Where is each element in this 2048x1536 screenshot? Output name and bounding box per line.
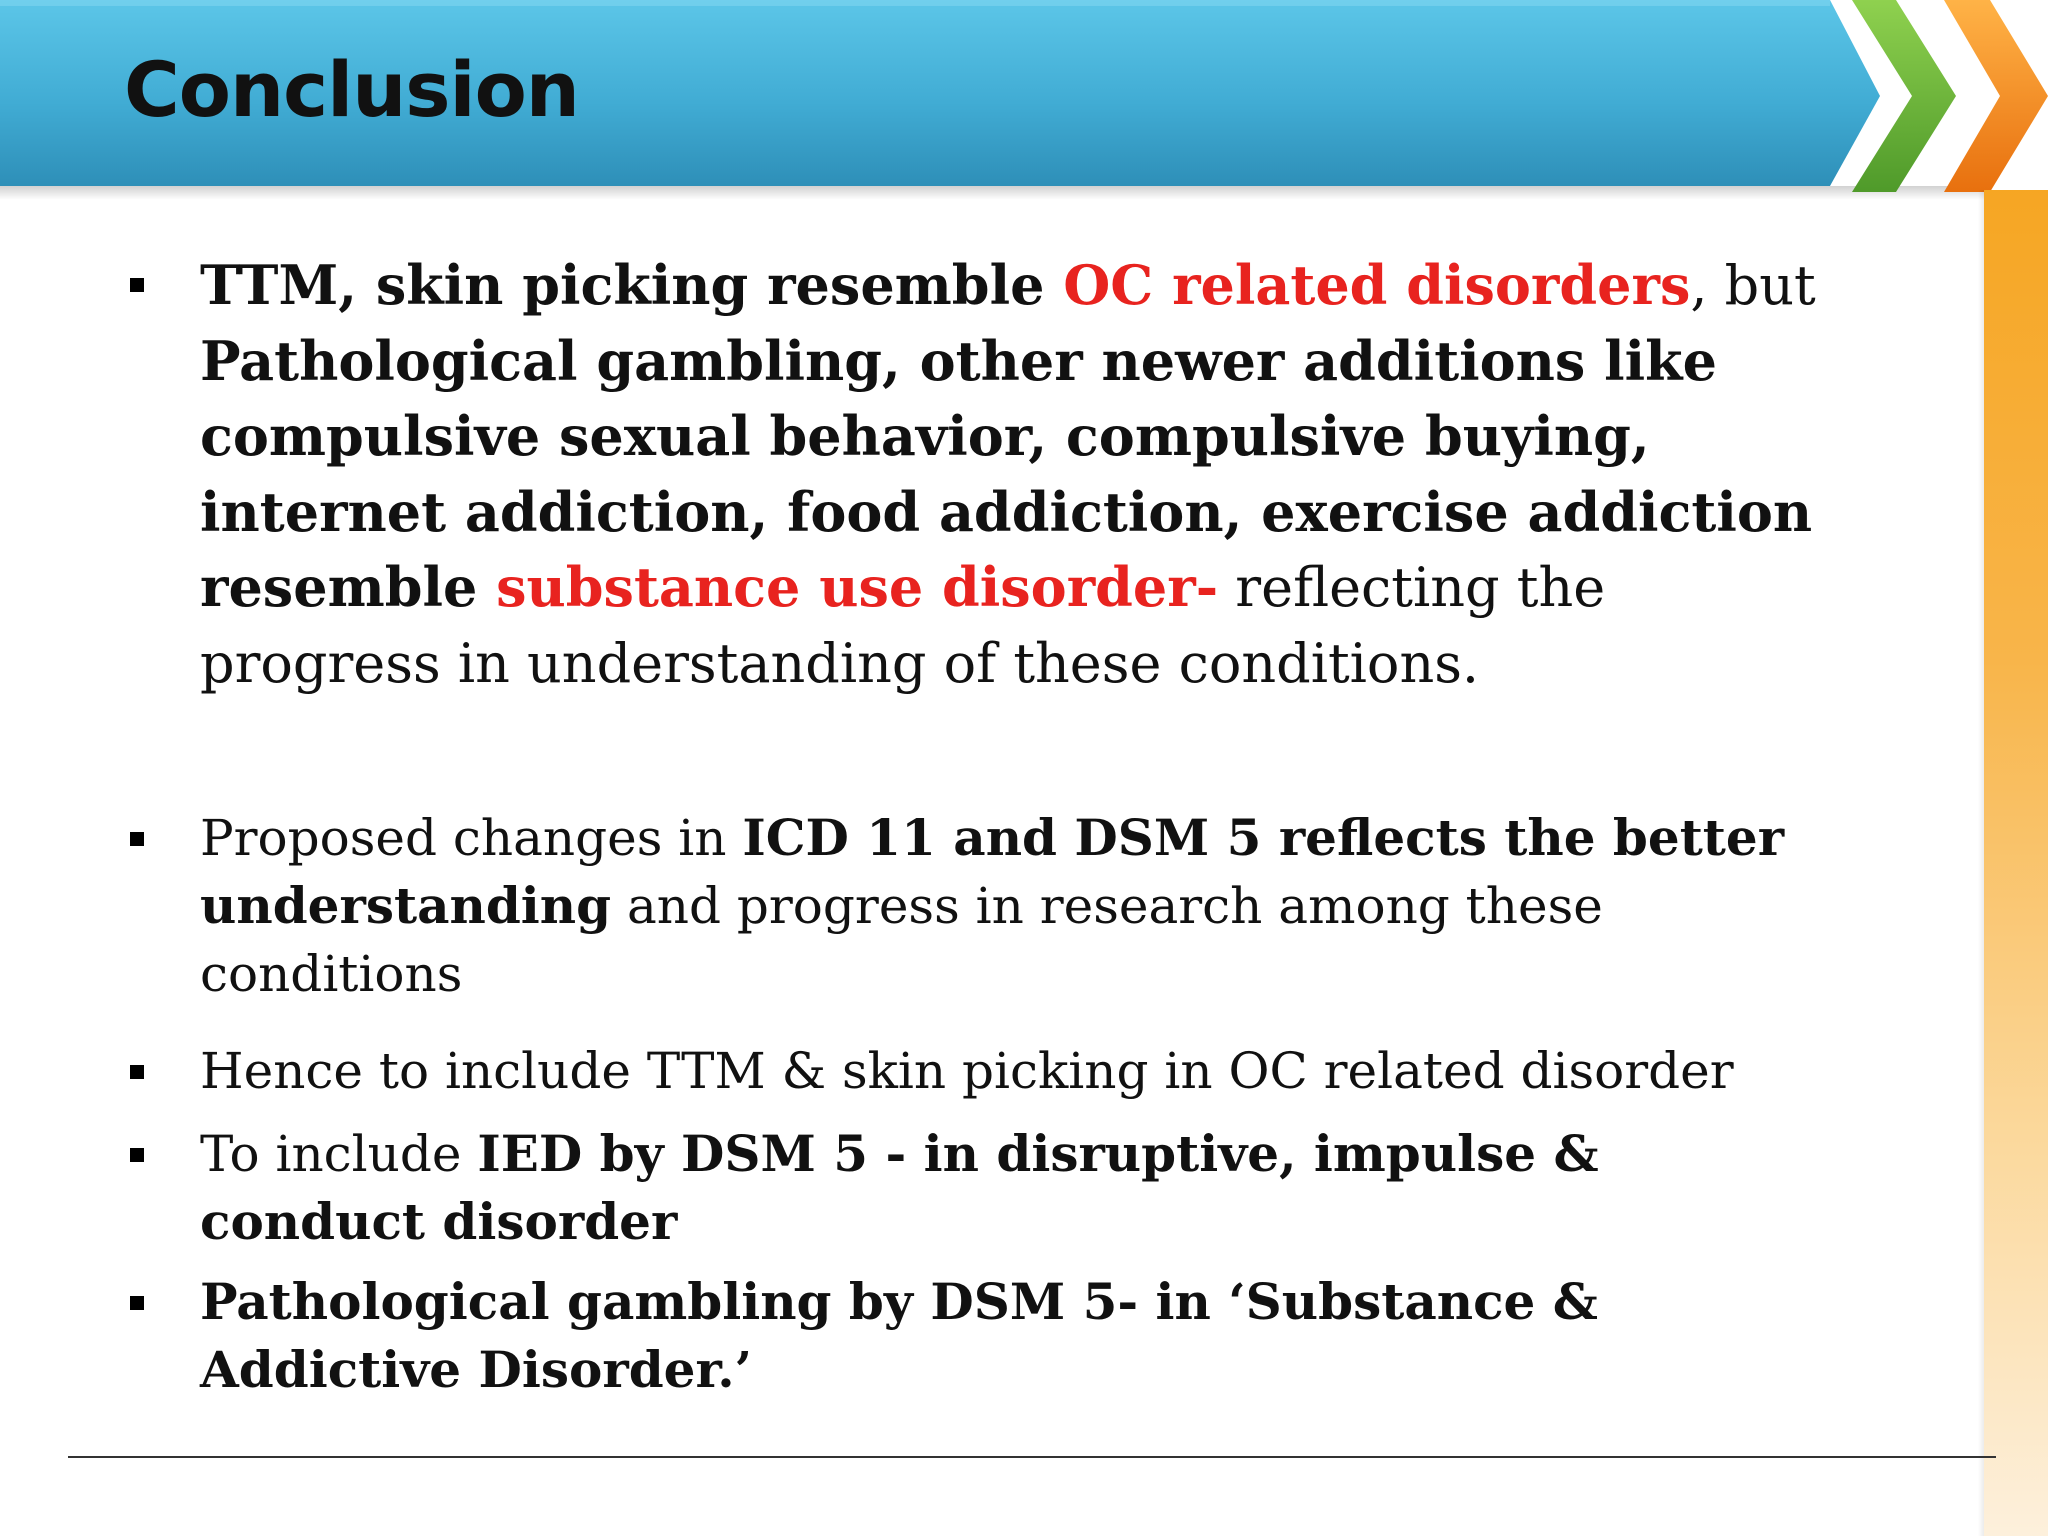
bullet-bold-text: ICD 11 and DSM 5 reflects the better understanding <box>200 808 1785 935</box>
bullet-plain-text: , but <box>1690 254 1816 317</box>
bullet-plain-text: To include <box>200 1125 478 1183</box>
bullet-item <box>200 804 1840 1008</box>
bullet-bold-text: Pathological gambling, other newer additions like compulsive sexual behavior, compulsive buying, internet addiction, food addiction, exercise addiction resemble <box>200 328 1813 619</box>
bullet-item <box>200 1268 1840 1404</box>
bullet-bold-text: IED by DSM 5 - in disruptive, impulse & conduct disorder <box>200 1124 1599 1251</box>
square-bullet-icon <box>130 832 144 846</box>
bullet-plain-text: Proposed changes in <box>200 809 743 867</box>
bullet-highlight-text: substance use disorder- <box>496 555 1219 619</box>
square-bullet-icon <box>130 1065 144 1079</box>
bullet-highlight-text: OC related disorders <box>1063 253 1691 317</box>
bullet-text <box>200 1037 1840 1105</box>
orange-side-strip <box>1984 190 2048 1536</box>
bullet-text <box>200 1268 1840 1404</box>
bullet-item <box>200 1120 1840 1256</box>
bullet-item <box>200 1037 1840 1105</box>
bullet-item <box>200 248 1840 701</box>
bullet-text <box>200 248 1840 701</box>
bullet-bold-text: Pathological gambling by DSM 5- in ‘Substance & Addictive Disorder.’ <box>200 1272 1598 1399</box>
bullet-plain-text: and progress in research among these conditions <box>200 877 1603 1003</box>
slide-title: Conclusion <box>124 45 579 134</box>
bullet-plain-text: reflecting the progress in understanding of these conditions. <box>200 556 1606 695</box>
square-bullet-icon <box>130 278 144 292</box>
orange-chevron-icon <box>1944 0 2048 192</box>
bullet-text <box>200 804 1840 1008</box>
bullet-text <box>200 1120 1840 1256</box>
square-bullet-icon <box>130 1148 144 1162</box>
square-bullet-icon <box>130 1296 144 1310</box>
bullet-bold-text: TTM, skin picking resemble <box>200 253 1064 317</box>
footer-divider <box>68 1456 1996 1458</box>
bullet-plain-text: Hence to include TTM & skin picking in OC related disorder <box>200 1042 1734 1100</box>
